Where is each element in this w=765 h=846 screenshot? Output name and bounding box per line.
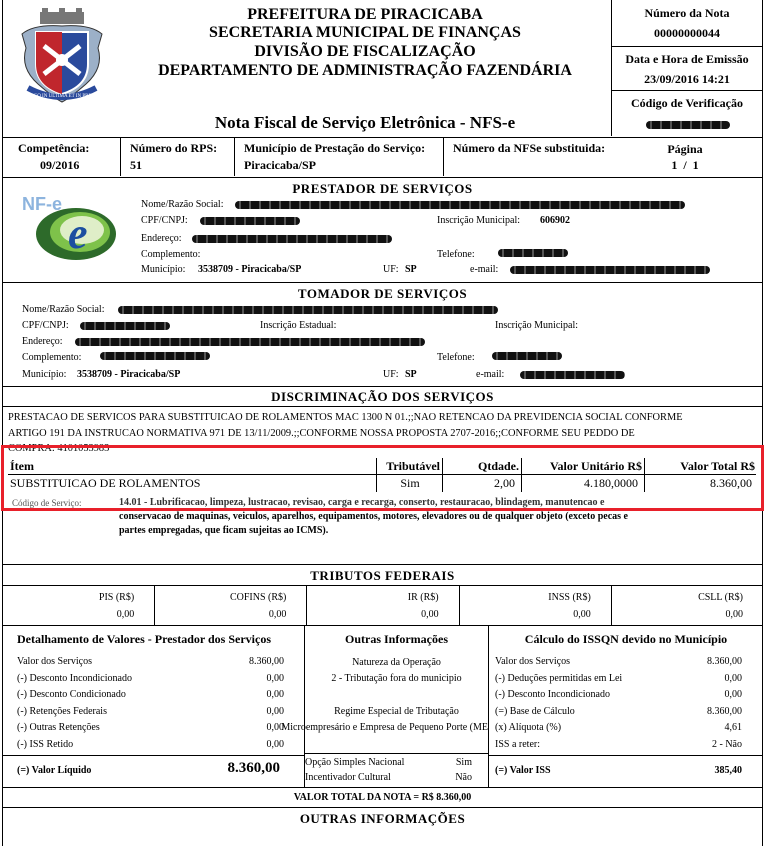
servico-label: Código de Serviço: [12, 498, 82, 508]
issqn-row-value: 0,00 [724, 689, 742, 700]
tomador-telefone-label: Telefone: [437, 352, 475, 363]
header-line3: DIVISÃO DE FISCALIZAÇÃO [254, 43, 476, 60]
tomador-ie-label: Inscrição Estadual: [260, 320, 337, 331]
items-header-total: Valor Total R$ [680, 459, 755, 473]
tributo-value: 0,00 [573, 609, 591, 620]
incentivador-label: Incentivador Cultural [305, 772, 391, 783]
emissao-divider [611, 90, 763, 91]
issqn-row-value: 8.360,00 [707, 705, 742, 717]
municipio-prestacao-label: Município de Prestação do Serviço: [244, 141, 426, 155]
tomador-cpf-redacted [80, 322, 170, 330]
doc-title: Nota Fiscal de Serviço Eletrônica - NFS-e [214, 113, 516, 132]
info-div-2 [234, 138, 235, 176]
servico-line3: partes empregadas, que ficam sujeitas ao ICMS). [119, 525, 329, 536]
natureza-label: Natureza da Operação [352, 657, 441, 668]
header-line1: PREFEITURA DE PIRACICABA [247, 6, 483, 23]
natureza-value: 2 - Tributação fora do municipio [331, 673, 462, 684]
discriminacao-title-line [2, 406, 763, 407]
tomador-bottom-line [2, 386, 763, 387]
discriminacao-text-1: PRESTACAO DE SERVICOS PARA SUBSTITUICAO DE ROLAMENTOS MAC 1300 N 01.;;NAO RETENCAO DA PREVIDENCIA SOCIAL CONFORME [8, 412, 683, 423]
issqn-line [488, 755, 763, 756]
prestador-im-label: Inscrição Municipal: [437, 215, 521, 226]
prestador-municipio-value: 3538709 - Piracicaba/SP [198, 264, 302, 275]
prestador-telefone-label: Telefone: [437, 249, 475, 260]
numero-nota-value: 00000000044 [654, 26, 720, 40]
prestador-endereco-label: Endereço: [141, 233, 182, 244]
total-bottom-line [2, 807, 763, 808]
tributo-label: IR (R$) [407, 592, 439, 603]
detalhamento-line [2, 755, 304, 756]
prestador-nome-label: Nome/Razão Social: [141, 199, 224, 210]
incentivador-value: Não [455, 772, 472, 783]
detalhamento-title: Detalhamento de Valores - Prestador dos Serviços [17, 632, 271, 646]
detalhamento-row-label: (-) Desconto Condicionado [17, 689, 126, 700]
issqn-row-label: (x) Alíquota (%) [495, 722, 562, 733]
servico-line2: conservacao de maquinas, veiculos, aparelhos, equipamentos, motores, elevadores ou de qualquer objeto (exceto pecas e [119, 511, 628, 522]
issqn-row-value: 2 - Não [712, 738, 742, 750]
tributo-value: 0,00 [725, 609, 743, 620]
nfe-logo [18, 186, 128, 266]
tributos-bottom-line [2, 625, 763, 626]
competencia-label: Competência: [18, 141, 90, 155]
rps-value: 51 [130, 158, 142, 172]
items-row-qtd: 2,00 [494, 476, 515, 490]
discriminacao-text-2: ARTIGO 191 DA INSTRUCAO NORMATIVA 971 DE 13/11/2009.;;CONFORME NOSSA PROPOSTA 2707-2016;;CONFORME SEU PEDDO DE [8, 428, 635, 439]
items-row-tributavel: Sim [400, 476, 420, 490]
issqn-row-value: 0,00 [724, 672, 742, 684]
outras-informacoes-title: OUTRAS INFORMAÇÕES [299, 811, 466, 826]
tomador-municipio-value: 3538709 - Piracicaba/SP [77, 369, 181, 380]
valor-iss-value: 385,40 [714, 765, 742, 776]
outras-title: Outras Informações [345, 632, 448, 646]
tomador-email-label: e-mail: [476, 369, 505, 380]
issqn-row-label: (=) Base de Cálculo [495, 705, 575, 717]
tomador-nome-redacted [118, 306, 498, 314]
competencia-value: 09/2016 [40, 158, 80, 172]
valor-total-nota: VALOR TOTAL DA NOTA = R$ 8.360,00 [293, 792, 472, 803]
prestador-endereco-redacted [192, 235, 392, 243]
detalhamento-row-value: 0,00 [266, 738, 284, 750]
prestador-email-label: e-mail: [470, 264, 499, 275]
simples-value: Sim [455, 757, 472, 768]
detalhamento-row-label: Valor dos Serviços [17, 656, 92, 667]
prestador-complemento-label: Complemento: [141, 249, 201, 260]
valor-liquido-label: (=) Valor Líquido [17, 765, 92, 776]
detalhamento-row-label: (-) ISS Retido [17, 738, 74, 750]
tributo-value: 0,00 [116, 609, 135, 620]
prestador-bottom-line [2, 282, 763, 283]
svg-text:NF-e: NF-e [22, 194, 62, 214]
issqn-row-label: (-) Desconto Incondicionado [495, 689, 610, 700]
svg-text:ELIGO IN ULTIMA ET IN PRIMO: ELIGO IN ULTIMA ET IN PRIMO [25, 94, 99, 99]
header-line2: SECRETARIA MUNICIPAL DE FINANÇAS [209, 24, 521, 41]
tomador-email-redacted [520, 371, 625, 379]
header-bottom-line [2, 137, 763, 138]
columns-bottom-line [2, 787, 763, 788]
tributo-value: 0,00 [421, 609, 439, 620]
info-div-3 [443, 138, 444, 176]
detalhamento-row-value: 8.360,00 [249, 656, 284, 667]
tomador-municipio-label: Município: [22, 369, 67, 380]
detalhamento-row-value: 0,00 [266, 722, 284, 733]
tributo-label: INSS (R$) [548, 592, 591, 603]
header-line4: DEPARTAMENTO DE ADMINISTRAÇÃO FAZENDÁRIA [158, 62, 572, 79]
tomador-endereco-label: Endereço: [22, 336, 63, 347]
tomador-endereco-redacted [75, 338, 425, 346]
info-div-1 [120, 138, 121, 176]
tomador-nome-label: Nome/Razão Social: [22, 304, 105, 315]
items-header-qtd: Qtdade. [477, 459, 519, 473]
pagina-label: Página [667, 142, 703, 156]
detalhamento-row-label: (-) Retenções Federais [17, 705, 107, 717]
col-div-2 [488, 625, 489, 787]
prestador-municipio-label: Município: [141, 264, 186, 275]
tomador-uf-label: UF: [383, 369, 399, 380]
valor-liquido-value: 8.360,00 [227, 760, 280, 776]
tomador-uf-value: SP [405, 369, 417, 380]
frame-right [762, 0, 763, 846]
verificacao-redacted [646, 121, 730, 129]
items-header-tributavel: Tributável [386, 459, 440, 473]
simples-label: Opção Simples Nacional [305, 757, 405, 768]
tributo-label: COFINS (R$) [229, 592, 287, 603]
tomador-cpf-label: CPF/CNPJ: [22, 320, 69, 331]
outras-line [304, 753, 489, 754]
emissao-value: 23/09/2016 14:21 [644, 72, 730, 86]
issqn-row-value: 8.360,00 [707, 656, 742, 667]
prestador-title: PRESTADOR DE SERVIÇOS [292, 181, 473, 196]
tomador-complemento-redacted [100, 352, 210, 360]
prestador-cpf-redacted [200, 217, 300, 225]
regime-value-text: Microempresário e Empresa de Pequeno Porte (ME [281, 722, 488, 733]
verificacao-label: Código de Verificação [631, 96, 743, 110]
detalhamento-row-label: (-) Outras Retenções [17, 722, 100, 733]
servico-code: 14.01 - Lubrificacao, limpeza, lustracao, revisao, carga e recarga, conserto, restauracao, blindagem, manutencao e [119, 497, 605, 508]
issqn-title: Cálculo do ISSQN devido no Município [524, 632, 728, 646]
issqn-row-label: (-) Deduções permitidas em Lei [495, 672, 623, 684]
regime-label: Regime Especial de Tributação [334, 706, 459, 717]
tomador-title: TOMADOR DE SERVIÇOS [297, 286, 468, 301]
valor-iss-label: (=) Valor ISS [495, 765, 551, 776]
tomador-complemento-label: Complemento: [22, 352, 82, 363]
regime-value [281, 722, 488, 733]
discriminacao-text-3: COMPRA: 4101053983 [8, 443, 110, 454]
issqn-row-label: Valor dos Serviços [495, 656, 570, 667]
tomador-im-label: Inscrição Municipal: [495, 320, 579, 331]
city-seal [14, 8, 110, 104]
items-row-item: SUBSTITUICAO DE ROLAMENTOS [10, 476, 201, 490]
municipio-prestacao-value: Piracicaba/SP [244, 158, 316, 172]
rps-label: Número do RPS: [130, 141, 218, 155]
svg-text:e: e [68, 209, 88, 258]
tributo-value: 0,00 [268, 609, 287, 620]
prestador-uf-label: UF: [383, 264, 399, 275]
discriminacao-title: DISCRIMINAÇÃO DOS SERVIÇOS [271, 389, 494, 404]
tributo-label: PIS (R$) [98, 592, 135, 603]
tributos-title: TRIBUTOS FEDERAIS [310, 568, 455, 583]
emissao-label: Data e Hora de Emissão [625, 52, 749, 66]
substituida-label: Número da NFSe substituida: [453, 141, 606, 155]
detalhamento-row-value: 0,00 [266, 672, 284, 684]
items-row-unit: 4.180,0000 [584, 476, 638, 490]
tomador-telefone-redacted [492, 352, 562, 360]
items-header-unit: Valor Unitário R$ [549, 459, 642, 473]
detalhamento-row-value: 0,00 [266, 689, 284, 700]
issqn-row-value: 4,61 [724, 722, 742, 733]
detalhamento-row-label: (-) Desconto Incondicionado [17, 672, 132, 684]
prestador-nome-redacted [235, 201, 685, 209]
prestador-telefone-redacted [498, 249, 568, 257]
pagina-value: 1 / 1 [671, 158, 699, 172]
items-header-item: Ítem [10, 459, 34, 473]
prestador-cpf-label: CPF/CNPJ: [141, 215, 188, 226]
prestador-email-redacted [510, 266, 710, 274]
issqn-row-label: ISS a reter: [495, 738, 540, 750]
info-bottom-line [2, 177, 763, 178]
items-row-total: 8.360,00 [710, 476, 752, 490]
numero-nota-label: Número da Nota [644, 6, 730, 20]
frame-left [2, 0, 3, 846]
discriminacao-bottom-line [2, 564, 763, 565]
detalhamento-row-value: 0,00 [266, 705, 284, 717]
tributo-label: CSLL (R$) [698, 592, 743, 603]
tributos-title-line [2, 585, 763, 586]
nota-divider [611, 46, 763, 47]
prestador-uf-value: SP [405, 264, 417, 275]
prestador-im-value: 606902 [540, 215, 570, 226]
